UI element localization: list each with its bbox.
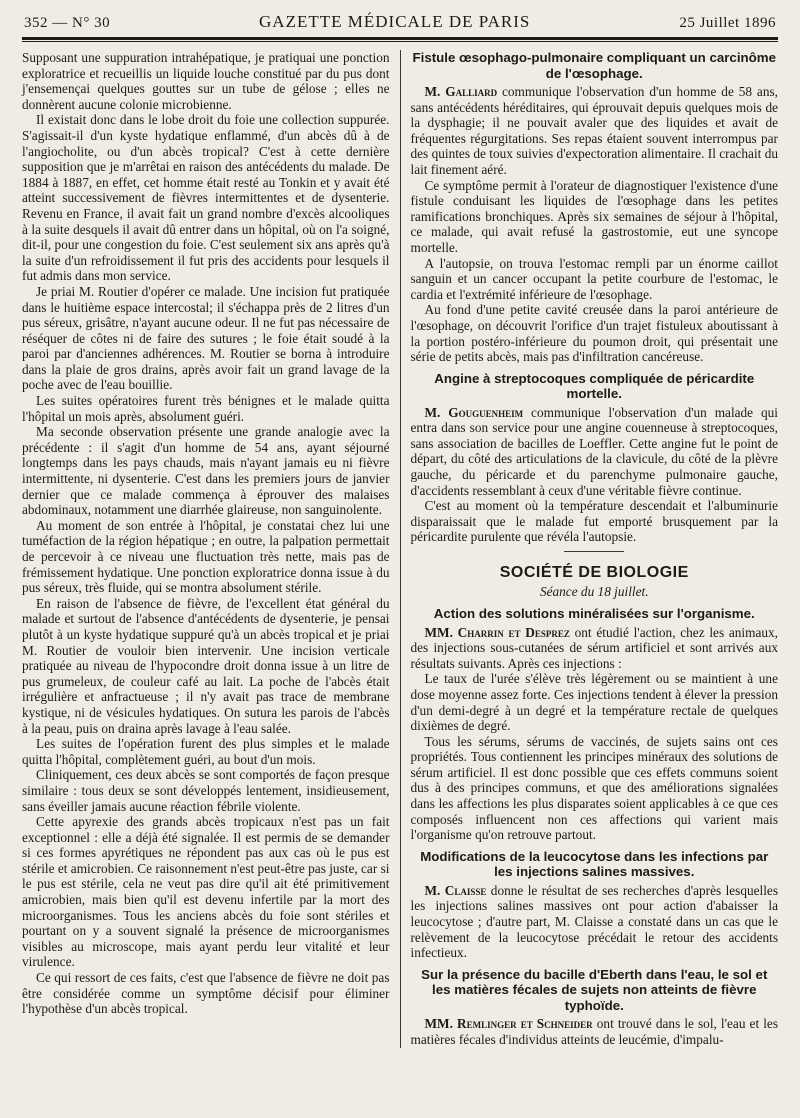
paragraph: Cliniquement, ces deux abcès se sont comportés de façon presque similaire : tous deux se sont développés lentement, insidieusement, sans éveiller jamais aucune réaction fébrile violente.	[22, 767, 390, 814]
paragraph: Au fond d'une petite cavité creusée dans la paroi antérieure de l'œsophage, on découvrit l'orifice d'un trajet fistuleux aboutissant à la portion postéro-inférieure du poumon droit, qui présentait une série de petits abcès, mais pas d'infiltration cancéreuse.	[410, 302, 778, 365]
author-name: M. Gouguenheim	[424, 404, 524, 420]
paragraph-text: communique l'observation d'un malade qui entra dans son service pour une angine couenneuse à streptocoques, sans association de bacilles de Loeffler. Cette angine fut le point de départ, du côté des articulations de la clavicule, du côté de la plèvre gauche, du péricarde et du parenchyme pulmonaire gauche, d'accidents ressemblant à ceux d'une véritable fièvre continue.	[410, 404, 778, 498]
paragraph: Ma seconde observation présente une grande analogie avec la précédente : il s'agit d'un homme de 54 ans, ayant séjourné longtemps dans les pays chauds, mais n'ayant jamais eu ni fièvre intermittente, ni dysenterie. C'est dans les premiers jours de janvier dernier que ce malade commença à éprouver des malaises abdominaux, notamment une diarrhée glaireuse, non sanguinolente.	[22, 424, 390, 518]
paragraph-text: ont étudié l'action, chez les animaux, des injections sous-cutanées de sérum artificiel et sont arrivés aux résultats suivants. Après ces injections :	[410, 624, 778, 671]
society-title: SOCIÉTÉ DE BIOLOGIE	[499, 564, 689, 582]
author-name: M. Galliard	[424, 84, 498, 99]
article-columns	[22, 50, 778, 1048]
paragraph: Au moment de son entrée à l'hôpital, je constatai chez lui une tuméfaction de la région hépatique ; en outre, la palpation permettait de percevoir à ce niveau une fluctuation très nette, mais pas de frémissement hydatique. Une ponction exploratrice donna issue à du pus séreux, très fluide, qui se montra absolument stérile.	[22, 517, 390, 596]
paragraph: A l'autopsie, on trouva l'estomac rempli par un énorme caillot sanguin et un cancer occupant la petite courbure de l'estomac, le cardia et l'extrémité inférieure de l'œsophage.	[410, 255, 778, 302]
header-rule-thick	[22, 37, 778, 40]
author-name: M. Claisse	[424, 882, 487, 898]
section-heading: Action des solutions minéralisées sur l'organisme.	[433, 606, 755, 622]
section-divider	[564, 551, 624, 552]
paragraph: En raison de l'absence de fièvre, de l'excellent état général du malade et surtout de l'absence d'antécédents de dysenterie, je pensai plutôt à un kyste hydatique suppuré qu'à un abcès tropical et je priai M. Routier de vouloir bien intervenir. Une incision verticale pratiquée au niveau de l'hypocondre droit donna issue à un litre de pus grumeleux, de couleur café au lait. La poche de l'abcès était irrégulière et anfractueuse ; il n'y avait pas trace de membrane kystique, ni de vésicules hydatiques. On sutura les parois de l'abcès à la peau, puis on draina après lavage à l'eau salée.	[22, 595, 390, 736]
paragraph-text: communique l'observation d'un homme de 58 ans, sans antécédents héréditaires, qui éprouvait depuis quelques mois de la dysphagie; il ne pouvait avaler que des liquides et avait de fréquentes régurgitations. Ses repas étaient souvent interrompus par des quintes de toux suivies d'expectoration alimentaire. Il crachait du lait finement aéré.	[410, 84, 778, 177]
journal-title: GAZETTE MÉDICALE DE PARIS	[259, 12, 531, 31]
section-heading: Sur la présence du bacille d'Eberth dans l'eau, le sol et les matières fécales de sujets non atteints de fièvre typhoïde.	[421, 966, 768, 1013]
left-column	[22, 50, 390, 1048]
session-date: Séance du 18 juillet.	[539, 584, 649, 600]
section-heading: Fistule œsophago-pulmonaire compliquant un carcinôme de l'œsophage.	[412, 50, 776, 81]
header-rule-thin	[22, 41, 778, 42]
issue-date: 25 Juillet 1896	[679, 15, 776, 31]
paragraph: Je priai M. Routier d'opérer ce malade. Une incision fut pratiquée dans le huitième espace intercostal; il s'échappa près de 2 litres d'un pus séreux, grisâtre, n'ayant aucune odeur. Il ne fut pas nécessaire de réséquer de côtes ni de faire des sutures ; le foie était soudé à la paroi par d'anciennes adhérences. M. Routier se borna à introduire dans la plaie de gros drains, après avoir fait un grand lavage de la poche avec de l'eau bouillie.	[22, 283, 390, 393]
page-header	[22, 12, 778, 35]
paragraph: C'est au moment où la température descendait et l'albuminurie disparaissait que le malade fut emporté brusquement par la péricardite purulente que révéla l'autopsie.	[410, 498, 778, 545]
paragraph: Ce symptôme permit à l'orateur de diagnostiquer l'existence d'une fistule conduisant les liquides de l'œsophage dans les petites ramifications bronchiques. Après six semaines de séjour à l'hôpital, ce malade, qui avait refusé la gastrostomie, eut une syncope mortelle.	[410, 177, 778, 255]
paragraph: Les suites de l'opération furent des plus simples et le malade quitta l'hôpital, complètement guéri, au bout d'un mois.	[22, 736, 390, 767]
paragraph: Le taux de l'urée s'élève très légèrement ou se maintient à une dose moyenne assez forte. Ces injections tendent à élever la pression d'un demi-degré à un degré et la température rectale de quelques dixièmes de degré.	[410, 671, 778, 734]
paragraph: Les suites opératoires furent très bénignes et le malade quitta l'hôpital un mois après, absolument guéri.	[22, 393, 390, 424]
paragraph: Supposant une suppuration intrahépatique, je pratiquai une ponction exploratrice et recueillis un liquide louche constitué par du pus dont j'ensemençai quelques gouttes sur un tube de gélose ; elles ne donnèrent aucune colonie microbienne.	[22, 50, 390, 112]
paragraph: Cette apyrexie des grands abcès tropicaux n'est pas un fait exceptionnel : elle a déjà été signalée. Il est permis de se demander si ces formes apyrétiques ne répondent pas aux cas où le pus est stérile et amicrobien. Ce raisonnement n'est peut-être pas juste, car si le pus est stérile, cela ne veut pas dire qu'il ait été primitivement amicrobien, mais bien qu'il est devenu infertile par la mort des microorganismes. Tous les anciens abcès du foie sont stériles et pourtant on y a souvent signalé la présence de microorganismes visibles au microscope, mais ayant perdu leur vitalité et leur virulence.	[22, 814, 390, 970]
page-number: 352 — N° 30	[24, 15, 111, 31]
author-name: MM. Charrin et Desprez	[424, 624, 570, 640]
right-column	[411, 50, 779, 1048]
paragraph: Ce qui ressort de ces faits, c'est que l'absence de fièvre ne doit pas être considérée comme un symptôme décisif pour éliminer l'hypothèse d'un abcès tropical.	[22, 970, 390, 1017]
paragraph: Tous les sérums, sérums de vaccinés, de sujets sains ont ces propriétés. Tous contiennent les principes minéraux des solutions de sérum artificiel. Il est donc possible que ces effets communs soient dus à des principes communs, et que des améliorations signalées dans les affections les plus disparates soient applicables à ce que ces composés influencent non ces affections qui varient mais l'organisme qu'on retrouve partout.	[410, 733, 778, 843]
section-heading: Angine à streptocoques compliquée de péricardite mortelle.	[434, 370, 755, 402]
column-divider	[400, 50, 401, 1048]
author-name: MM. Remlinger et Schneider	[424, 1016, 593, 1032]
paragraph: Il existait donc dans le lobe droit du foie une collection suppurée. S'agissait-il d'un kyste hydatique enflammé, d'un abcès dû à de l'angiocholite, ou d'un abcès tropical? C'est à cette dernière supposition que je m'arrêtai en raison des antécédents du malade. De 1884 à 1887, en effet, cet homme était resté au Tonkin et y avait été atteint successivement de fièvres intermittentes et de dysenterie. Revenu en France, il avait fait un grand nombre d'excès alcooliques à la suite desquels il avait dû entrer dans un hôpital, où on l'a soigné, dit-il, pour une congestion du foie. C'est seulement six ans après qu'à la suite d'un refroidissement il fut pris des accidents pour lesquels il fut admis dans mon service.	[22, 112, 390, 284]
paragraph-text: ont trouvé dans le sol, l'eau et les matières fécales d'individus atteints de leucémie, d'impalu-	[410, 1016, 778, 1047]
section-heading: Modifications de la leucocytose dans les infections par les injections salines massives.	[420, 848, 769, 880]
paragraph-text: donne le résultat de ses recherches d'après lesquelles les injections salines massives ont pour action d'abaisser la leucocytose ; d'autre part, M. Claisse a constaté dans un cas que le relèvement de la leucocytose précédait le retour des accidents infectieux.	[410, 882, 778, 961]
